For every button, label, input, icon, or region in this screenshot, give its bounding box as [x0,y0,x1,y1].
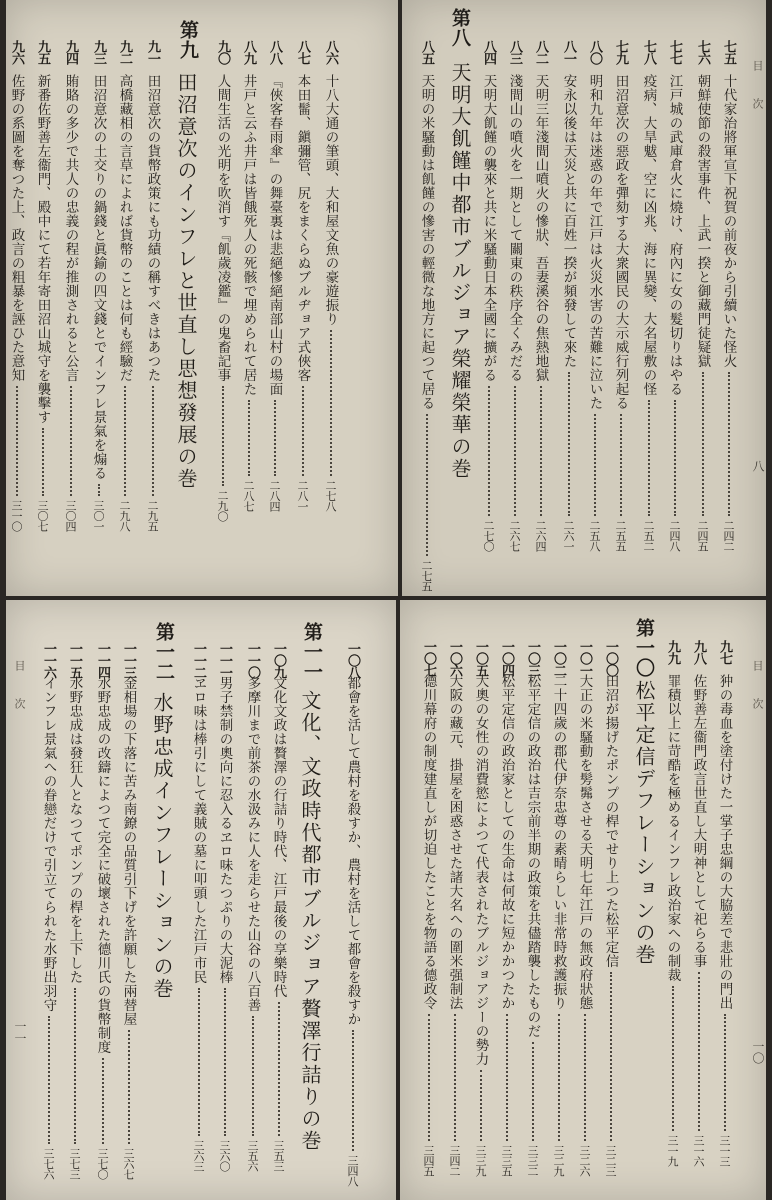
leader-dots [16,386,18,496]
entry-number: 一一五 [67,642,82,678]
leader-dots [568,372,570,516]
leader-dots [352,1030,354,1151]
leader-dots [124,386,126,496]
leader-dots [532,1042,534,1141]
entry-page-number: 二四八 [668,520,681,552]
leader-dots [224,988,226,1136]
chapter-title: 文化、文政時代都市ブルジョア贅澤行詰りの巻 [298,690,322,1152]
leader-dots [594,414,596,516]
entry-number: 一〇八 [345,642,360,678]
entry-page-number: 三五三 [272,1140,285,1172]
chapter-label: 第八 [449,8,471,48]
side-header: 目 次 [751,60,764,117]
entry-number: 一〇七 [421,640,436,676]
entry-title: 松平定信の政治家としての生命は何故に短かかつたか [498,674,515,1010]
entry-page-number: 三三五 [500,1145,513,1177]
entry-number: 七七 [667,40,682,64]
entry-page-number: 三〇一 [92,500,105,532]
entry-number: 八〇 [587,40,602,64]
side-header: 目 次 [13,660,26,717]
entry-page-number: 三七三 [68,1148,81,1180]
leader-dots [252,1016,254,1136]
leader-dots [98,484,100,496]
entry-title: 田沼意次の貨幣政策にも功績の稱すべきはあつた [144,74,161,382]
entry-title: 金相場の下落に苦み南鐐の品質引下げを許願した兩替屋 [120,676,137,1026]
entry-number: 八二 [533,40,548,64]
entry-page-number: 三一六 [692,1135,705,1167]
leader-dots [70,386,72,496]
leader-dots [152,386,154,496]
entry-number: 八七 [295,40,310,64]
entry-number: 八六 [323,40,338,64]
entry-title: 男子禁制の奧向に忍入るヱロ味たつぷりの大泥棒 [216,676,233,984]
chapter-label: 第一〇 [633,618,655,678]
entry-page-number: 三一九 [666,1135,679,1167]
entry-number: 一〇九 [271,642,286,678]
leader-dots [514,386,516,516]
entry-number: 一〇二 [551,640,566,676]
leader-dots [302,386,304,476]
toc-page-right-bottom [400,600,766,1200]
entry-number: 一一六 [41,642,56,678]
entry-page-number: 三〇四 [64,500,77,532]
entry-title: 人間生活の光明を吹消す『飢歲凌鑑』の鬼畜記事 [214,74,231,382]
leader-dots [648,400,650,516]
entry-page-number: 三〇七 [36,500,49,532]
entry-number: 七六 [695,40,710,64]
leader-dots [702,372,704,516]
entry-number: 一一一 [217,642,232,678]
leader-dots [674,400,676,516]
entry-page-number: 二六一 [562,520,575,552]
entry-page-number: 二五八 [588,520,601,552]
entry-title: 田沼意次の惡政を彈劾する大衆國民の大示威行列起る [612,74,629,410]
chapter-title: 水野忠成インフレーションの巻 [150,692,174,1000]
entry-number: 八九 [241,40,256,64]
chapter-title: 天明大飢饉中都市ブルジョア榮耀榮華の巻 [448,62,472,480]
leader-dots [506,1014,508,1141]
entry-number: 九五 [35,40,50,64]
leader-dots [198,988,200,1136]
entry-page-number: 三一三 [718,1135,731,1167]
entry-page-number: 二七〇 [482,520,495,552]
entry-title: 大正の米騷動を髣髴させる天明七年江戸の無政府狀態 [576,674,593,1010]
entry-title: 安永以後は天災と共に百姓一揆が頻發して來た [560,74,577,368]
entry-page-number: 三三九 [474,1145,487,1177]
entry-number: 八八 [267,40,282,64]
entry-title: 都會を活して農村を殺すか、農村を活して都會を殺すか [344,676,361,1026]
entry-page-number: 三三二 [526,1145,539,1177]
leader-dots [728,372,730,516]
entry-page-number: 三六三 [192,1140,205,1172]
entry-title: 水野忠成は發狂人となつてポンプの桿を上下した [66,676,83,984]
entry-title: 水野忠成の改鑄によつて完全に破壞された德川氏の貨幣制度 [94,676,111,1054]
toc-page-left-bottom [6,600,396,1200]
entry-page-number: 三六〇 [218,1140,231,1172]
entry-number: 一〇六 [447,640,462,676]
entry-title: 明和九年は迷惑の年で江戸は火災水害の苦難に泣いた [586,74,603,410]
entry-page-number: 二七五 [420,560,433,592]
entry-page-number: 二五二 [642,520,655,552]
leader-dots [128,1030,130,1144]
entry-title: 天明大飢饉の襲來と共に米騷動日本全國に擴がる [480,74,497,382]
entry-number: 九六 [9,40,24,64]
entry-page-number: 三六七 [122,1148,135,1180]
entry-page-number: 二六七 [508,520,521,552]
leader-dots [428,1014,430,1141]
entry-number: 八一 [561,40,576,64]
entry-number: 九二 [117,40,132,64]
entry-title: 大阪の藏元、掛屋を困惑させた諸大名への圍米强制法 [446,674,463,1010]
entry-title: 井戸と云ふ井戸は皆餓死人の死骸で埋められて居た [240,74,257,396]
entry-number: 一一二 [191,642,206,678]
entry-number: 九七 [717,640,732,664]
entry-number: 七五 [721,40,736,64]
entry-title: 江戸城の武庫倉火に燒け、府內に女の髮切りはやる [666,74,683,396]
entry-page-number: 三二六 [578,1145,591,1177]
leader-dots [610,972,612,1141]
leader-dots [278,1002,280,1136]
chapter-label: 第一二 [153,622,175,682]
entry-page-number: 二九五 [146,500,159,532]
leader-dots [222,386,224,486]
entry-number: 九八 [691,640,706,664]
leader-dots [480,1070,482,1141]
entry-title: 朝鮮使節の殺害事件、上武一揆と御藏門徒疑獄 [694,74,711,368]
leader-dots [698,972,700,1131]
entry-page-number: 二九〇 [216,490,229,522]
chapter-label: 第九 [177,20,199,60]
entry-number: 一一三 [121,642,136,678]
leader-dots [620,414,622,516]
entry-number: 一〇五 [473,640,488,676]
entry-title: 賄賂の多少で共人の忠義の程が推測されると公言 [62,74,79,382]
entry-title: 十代家治將軍宣下祝賀の前夜から引續いた怪火 [720,74,737,368]
leader-dots [672,986,674,1131]
chapter-title: 松平定信デフレーションの巻 [632,680,656,966]
leader-dots [42,428,44,496]
side-header: 目 次 [751,660,764,717]
entry-title: 狆の毒血を塗付けた一掌子忠綱の大脇差で悲壯の門出 [716,674,733,1010]
entry-title: 天明の米騷動は飢饉の慘害の輕微な地方に起つて居る [418,74,435,410]
entry-title: 田沼が揚げたポンプの桿でせり上つた松平定信 [602,674,619,968]
entry-title: 疫病、大旱魃、空に凶兆、海に異變、大名屋敷の怪 [640,74,657,396]
page-number: 一一 [13,1020,27,1044]
entry-page-number: 二八一 [296,480,309,512]
leader-dots [274,400,276,476]
entry-page-number: 二四五 [696,520,709,552]
page-number: 八 [751,460,765,472]
entry-title: 本田髷、鎭彌管、尻をまくらぬブルヂョア式俠客 [294,74,311,382]
leader-dots [454,1014,456,1141]
entry-title: 多摩川まで前茶の水汲みに人を走らせた山谷の八百善 [244,676,261,1012]
entry-page-number: 三七〇 [96,1148,109,1180]
entry-title: 罪積以上に苛酷を極めるインフレ政治家への制裁 [664,674,681,982]
leader-dots [558,1014,560,1141]
entry-page-number: 二六四 [534,520,547,552]
entry-page-number: 二八四 [268,480,281,512]
entry-page-number: 三二三 [604,1145,617,1177]
entry-number: 八四 [481,40,496,64]
entry-title: 淺間山の噴火を一期として關東の秩序全くみだる [506,74,523,382]
entry-number: 九四 [63,40,78,64]
entry-title: インフレ景氣への眷戀だけで引立てられた水野出羽守 [40,676,57,1012]
entry-number: 八三 [507,40,522,64]
entry-page-number: 三四二 [448,1145,461,1177]
leader-dots [102,1058,104,1144]
entry-page-number: 三四五 [422,1145,435,1177]
entry-number: 七八 [641,40,656,64]
leader-dots [584,1014,586,1141]
entry-page-number: 三七六 [42,1148,55,1180]
leader-dots [540,386,542,516]
entry-number: 九〇 [215,40,230,64]
toc-page-left-top [6,0,398,596]
entry-title: 新番佐野善左衞門、殿中にて若年寄田沼山城守を襲擊す [34,74,51,424]
leader-dots [248,400,250,476]
entry-title: 二十四歲の郡代伊奈忠尊の素晴らしい非常時救護振り [550,674,567,1010]
entry-page-number: 二八七 [242,480,255,512]
leader-dots [724,1014,726,1131]
entry-number: 七九 [613,40,628,64]
entry-number: 一〇一 [577,640,592,676]
leader-dots [488,386,490,516]
entry-page-number: 三五六 [246,1140,259,1172]
entry-number: 一〇四 [499,640,514,676]
entry-number: 九三 [91,40,106,64]
leader-dots [330,330,332,476]
entry-page-number: 三一〇 [10,500,23,532]
entry-number: 九一 [145,40,160,64]
entry-page-number: 二七八 [324,480,337,512]
leader-dots [48,1016,50,1144]
entry-title: 田沼意次の土交りの鍋錢と眞鍮の四文錢とでインフレ景氣を煽る [90,74,107,480]
page-number: 一〇 [751,1040,765,1064]
entry-number: 一一四 [95,642,110,678]
entry-title: 德川幕府の制度建直しが切迫したことを物語る德政令 [420,674,437,1010]
chapter-title: 田沼意次のインフレと世直し思想發展の巻 [174,72,198,490]
entry-number: 一〇三 [525,640,540,676]
entry-page-number: 三二九 [552,1145,565,1177]
entry-number: 一一〇 [245,642,260,678]
entry-page-number: 三四八 [346,1155,359,1187]
entry-title: 文化文政は贅澤の行詰り時代、江戸最後の享樂時代 [270,676,287,998]
entry-title: ヱロ味は棒引にして義賊の墓に叩頭した江戸市民 [190,676,207,984]
entry-title: 佐野善左衞門政言世直し大明神として祀らる事 [690,674,707,968]
entry-title: 天明三年淺間山噴火の慘狀、吾妻溪谷の焦熱地獄 [532,74,549,382]
entry-number: 一〇〇 [603,640,618,676]
entry-page-number: 二九八 [118,500,131,532]
entry-title: 松平定信の政治は吉宗前半期の政策を共儘踏襲したものだ [524,674,541,1038]
entry-page-number: 二五五 [614,520,627,552]
toc-page-right-top [402,0,766,596]
entry-title: 『俠客春雨傘』の舞臺裏は悲絕慘絕南部山村の場面 [266,74,283,396]
entry-page-number: 二四二 [722,520,735,552]
leader-dots [426,414,428,556]
entry-title: 高橋藏相の言草によれば貨幣のことは何も經驗だ [116,74,133,382]
entry-title: 大奧の女性の消費慾によつて代表されたブルジョアジーの勢力 [472,674,489,1066]
entry-number: 八五 [419,40,434,64]
entry-title: 十八大通の筆頭、大和屋文魚の豪遊振り [322,74,339,326]
entry-title: 佐野の系圖を奪つた上、政言の粗暴を誣ひた意知 [8,74,25,382]
chapter-label: 第一一 [301,622,323,682]
leader-dots [74,988,76,1144]
entry-number: 九九 [665,640,680,664]
